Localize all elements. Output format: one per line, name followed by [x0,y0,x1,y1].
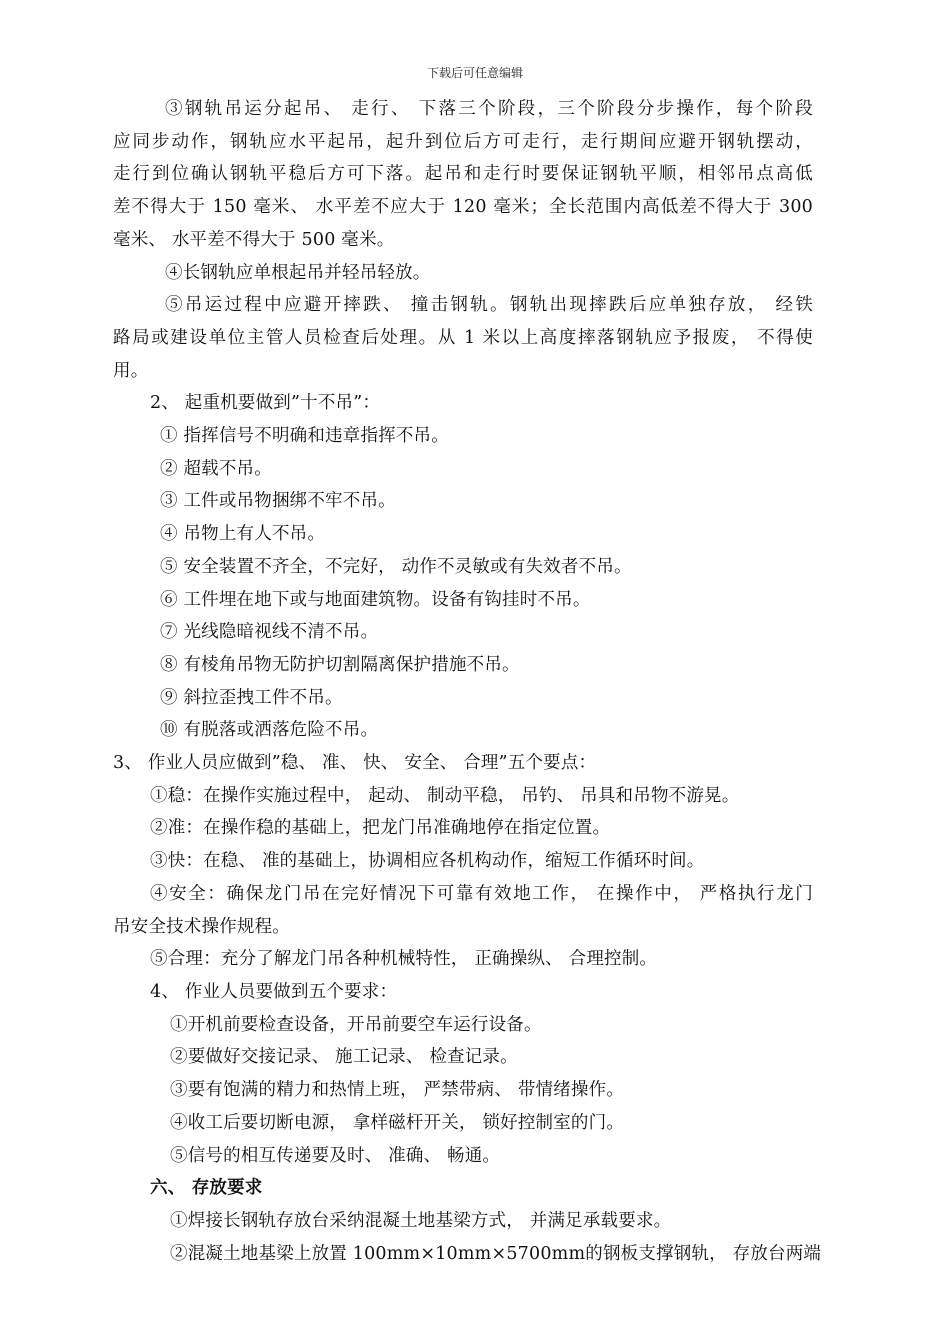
text-line: 毫米、 水平差不得大于 500 毫米。 [113,229,395,250]
text-line: ②准：在操作稳的基础上，把龙门吊准确地停在指定位置。 [150,818,611,839]
document-body [113,93,822,1270]
section-heading: 六、 存放要求 [150,1178,263,1199]
text-line: ⑤吊运过程中应避开摔跌、 撞击钢轨。钢轨出现摔跌后应单独存放， 经铁 [165,295,813,316]
text-line: ①稳：在操作实施过程中， 起动、 制动平稳， 吊钓、 吊具和吊物不游晃。 [150,785,740,806]
text-line: ⑤合理：充分了解龙门吊各种机械特性， 正确操纵、 合理控制。 [150,949,658,970]
text-line: ①焊接长钢轨存放台采纳混凝土地基梁方式， 并满足承载要求。 [170,1210,672,1231]
text-line: ④ 吊物上有人不吊。 [160,524,326,545]
text-line: ④长钢轨应单根起吊并轻吊轻放。 [165,262,431,283]
page-header: 下载后可任意编辑 [426,66,523,80]
text-line: 3、 作业人员应做到”稳、 准、 快、 安全、 合理”五个要点： [113,753,597,774]
text-line: ③快：在稳、 准的基础上，协调相应各机构动作，缩短工作循环时间。 [150,851,705,872]
text-line: ④安全：确保龙门吊在完好情况下可靠有效地工作， 在操作中， 严格执行龙门 [150,883,813,904]
text-line: ⑤ 安全装置不齐全，不完好， 动作不灵敏或有失效者不吊。 [160,556,632,577]
text-line: 应同步动作，钢轨应水平起吊，起升到位后方可走行，走行期间应避开钢轨摆动， [113,131,813,152]
text-line: 差不得大于 150 毫米、 水平差不应大于 120 毫米；全长范围内高低差不得大于 300 [113,197,813,218]
text-line: ③钢轨吊运分起吊、 走行、 下落三个阶段，三个阶段分步操作，每个阶段 [165,99,813,119]
text-line: ④收工后要切断电源， 拿样磁杆开关， 锁好控制室的门。 [170,1112,625,1133]
text-line: ② 超载不吊。 [160,458,272,479]
text-line: ①开机前要检查设备，开吊前要空车运行设备。 [170,1014,542,1035]
text-line: 2、 起重机要做到”十不吊”： [150,393,381,414]
text-line: ②混凝土地基梁上放置 100mm×10mm×5700mm的钢板支撑钢轨， 存放台两端 [170,1243,822,1264]
text-line: ⑨ 斜拉歪拽工件不吊。 [160,687,343,708]
text-line: 走行到位确认钢轨平稳后方可下落。起吊和走行时要保证钢轨平顺，相邻吊点高低 [113,164,813,185]
text-line: ②要做好交接记录、 施工记录、 检查记录。 [170,1047,518,1068]
text-line: 吊安全技术操作规程。 [113,916,290,937]
text-line: ③要有饱满的精力和热情上班， 严禁带病、 带情绪操作。 [170,1080,625,1101]
text-line: ① 指挥信号不明确和违章指挥不吊。 [160,426,449,447]
text-line: ⑦ 光线隐暗视线不清不吊。 [160,622,379,643]
text-line: 路局或建设单位主管人员检查后处理。从 1 米以上高度摔落钢轨应予报废， 不得使 [113,327,813,348]
text-line: ⑤信号的相互传递要及时、 准确、 畅通。 [170,1145,501,1166]
text-line: 4、 作业人员要做到五个要求： [150,981,398,1002]
text-line: ⑥ 工件埋在地下或与地面建筑物。设备有钩挂时不吊。 [160,589,591,610]
text-line: 用。 [113,360,149,381]
text-line: ⑩ 有脱落或洒落危险不吊。 [160,720,379,741]
text-line: ③ 工件或吊物捆绑不牢不吊。 [160,491,396,512]
text-line: ⑧ 有棱角吊物无防护切割隔离保护措施不吊。 [160,654,520,675]
